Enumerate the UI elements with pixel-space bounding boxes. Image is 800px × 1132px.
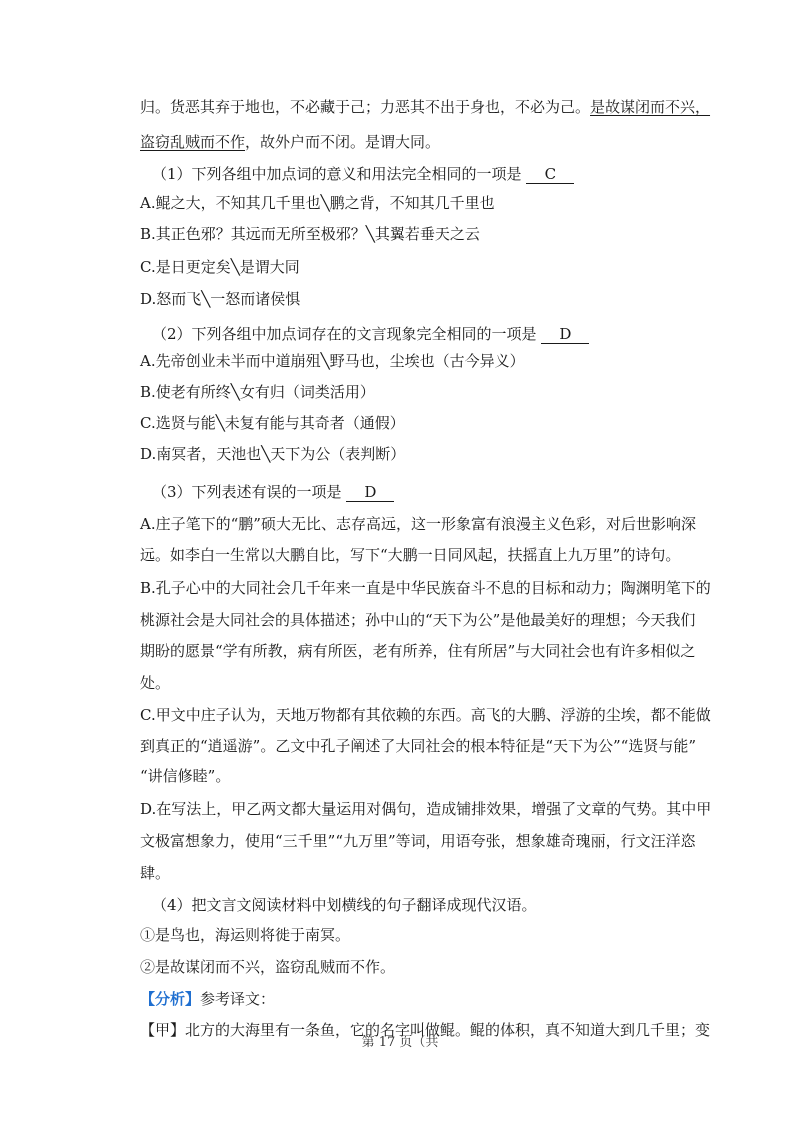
q1-option-b: B.其正色邪？其远而无所至极邪？╲其翼若垂天之云 xyxy=(140,225,480,243)
q4-item: ②是故谋闭而不兴，盗窃乱贼而不作。 xyxy=(140,958,396,976)
page-footer: 第 17 页（共 xyxy=(361,1035,439,1050)
intro-line-2: 盗窃乱贼而不作，故外户而不闭。是谓大同。 xyxy=(140,133,441,151)
answer-blank: C xyxy=(526,165,574,184)
question-2-stem: （2）下列各组中加点词存在的文言现象完全相同的一项是 D xyxy=(152,323,697,345)
q3-text-line: D.在写法上，甲乙两文都大量运用对偶句，造成铺排效果，增强了文章的气势。其中甲 xyxy=(140,800,712,818)
q3-text-line: 文极富想象力，使用“三千里”“九万里”等词，用语夸张，想象雄奇瑰丽，行文汪洋恣 xyxy=(140,832,696,850)
answer-blank: D xyxy=(346,483,394,502)
intro-line-1: 归。货恶其弃于地也，不必藏于己；力恶其不出于身也，不必为己。是故谋闭而不兴， xyxy=(140,98,711,116)
analysis-tag: 【分析】 xyxy=(140,990,201,1008)
q3-text-line: 远。如李白一生常以大鹏自比，写下“大鹏一日同风起，扶摇直上九万里”的诗句。 xyxy=(140,546,681,564)
question-3-stem: （3）下列表述有误的一项是 D xyxy=(152,481,697,503)
q3-text-line: A.庄子笔下的“鹏”硕大无比、志存高远，这一形象富有浪漫主义色彩，对后世影响深 xyxy=(140,515,696,533)
q3-text-line: 肆。 xyxy=(140,864,171,882)
q3-text-line: B.孔子心中的大同社会几千年来一直是中华民族奋斗不息的目标和动力；陶渊明笔下的 xyxy=(140,579,711,597)
q2-option-c: C.选贤与能╲未复有能与其奇者（通假） xyxy=(140,414,405,432)
underlined-sentence: 盗窃乱贼而不作 xyxy=(140,133,246,151)
q3-text-line: C.甲文中庄子认为，天地万物都有其依赖的东西。高飞的大鹏、浮游的尘埃，都不能做 xyxy=(140,706,711,724)
q2-option-b: B.使老有所终╲女有归（词类活用） xyxy=(140,383,375,401)
q3-text-line: 桃源社会是大同社会的具体描述；孙中山的“天下为公”是他最美好的理想；今天我们 xyxy=(140,611,696,629)
q1-option-d: D.怒而飞╲一怒而诸侯惧 xyxy=(140,290,301,308)
question-1-stem: （1）下列各组中加点词的意义和用法完全相同的一项是 C xyxy=(152,163,697,185)
q2-option-a: A.先帝创业未半而中道崩殂╲野马也，尘埃也（古今异义） xyxy=(140,352,525,370)
q3-text-line: 到真正的“逍遥游”。乙文中孔子阐述了大同社会的根本特征是“天下为公”“选贤与能” xyxy=(140,737,697,755)
question-4-stem: （4）把文言文阅读材料中划横线的句子翻译成现代汉语。 xyxy=(152,896,537,914)
underlined-sentence: 是故谋闭而不兴， xyxy=(590,98,711,116)
q3-text-line: 处。 xyxy=(140,674,171,692)
analysis-heading: 【分析】参考译文： xyxy=(140,990,276,1008)
q2-option-d: D.南冥者，天池也╲天下为公（表判断） xyxy=(140,445,406,463)
q4-item: ①是鸟也，海运则将徙于南冥。 xyxy=(140,926,351,944)
analysis-jia-line: 【甲】北方的大海里有一条鱼，它的名字叫做鲲。鲲的体积，真不知道大到几千里；变 xyxy=(140,1021,711,1039)
q3-text-line: 期盼的愿景“学有所教，病有所医，老有所养，住有所居”与大同社会也有许多相似之 xyxy=(140,642,696,660)
q3-text-line: “讲信修睦”。 xyxy=(140,767,231,785)
q1-option-a: A.鲲之大，不知其几千里也╲鹏之背，不知其几千里也 xyxy=(140,194,495,212)
answer-blank: D xyxy=(541,325,589,344)
q1-option-c: C.是日更定矣╲是谓大同 xyxy=(140,258,300,276)
